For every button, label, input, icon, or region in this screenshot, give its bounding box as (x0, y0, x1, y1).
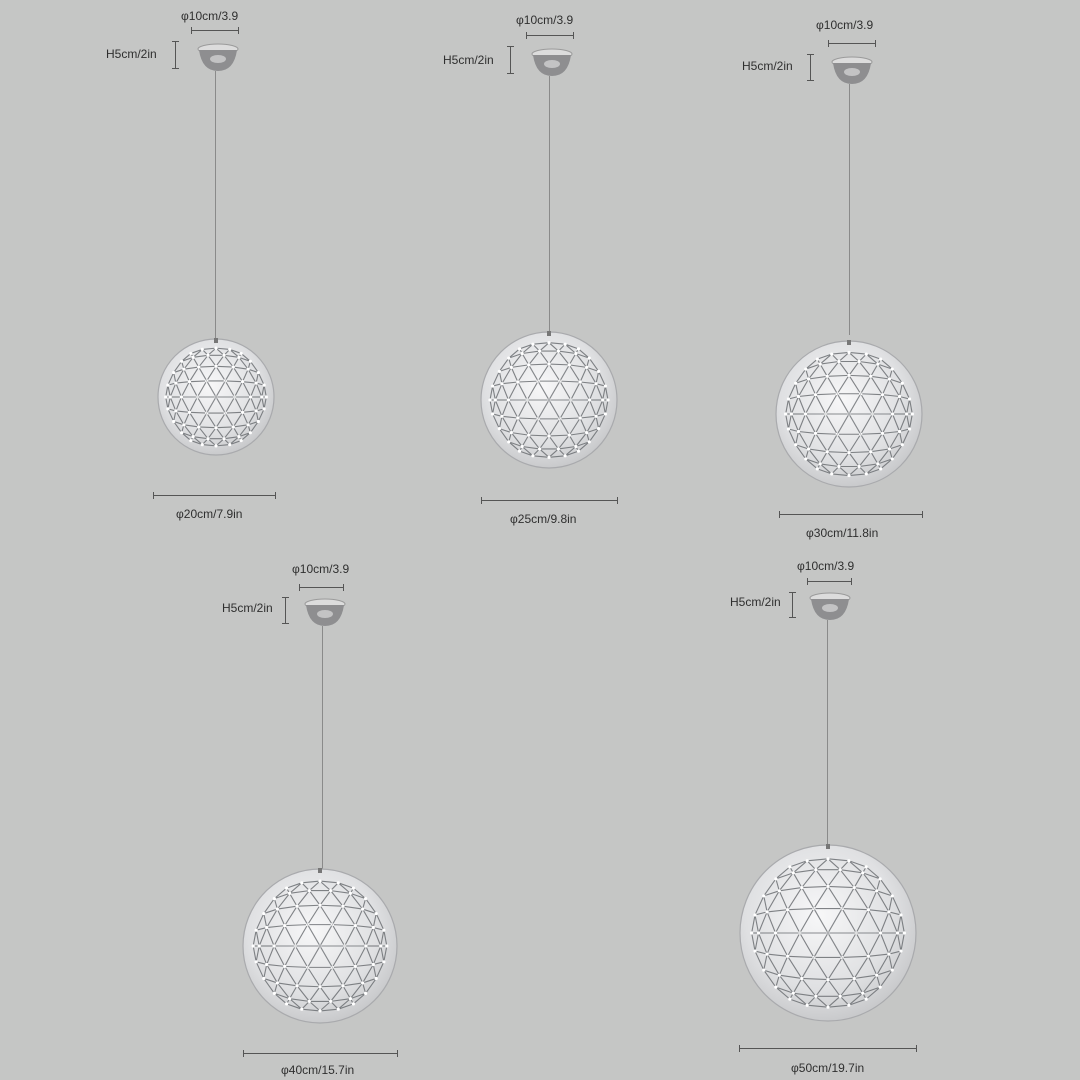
dimension-tick (779, 511, 780, 518)
globe-shade (775, 340, 923, 488)
globe-diameter-dimension-line (739, 1048, 917, 1049)
ceiling-canopy (830, 54, 874, 86)
canopy-height-label: H5cm/2in (443, 53, 494, 67)
canopy-height-label: H5cm/2in (730, 595, 781, 609)
suspension-cord (849, 84, 850, 335)
globe-diameter-dimension-line (243, 1053, 398, 1054)
dimension-tick (828, 40, 829, 47)
globe-size-label: φ25cm/9.8in (510, 512, 577, 526)
canopy-height-dimension-line (175, 41, 176, 69)
dimension-tick (789, 592, 796, 593)
suspension-cord (322, 626, 323, 870)
ceiling-canopy (196, 41, 240, 73)
dimension-tick (282, 623, 289, 624)
globe-size-label: φ30cm/11.8in (806, 526, 879, 540)
dimension-tick (807, 80, 814, 81)
globe-diameter-dimension-line (153, 495, 276, 496)
globe-size-label: φ50cm/19.7in (791, 1061, 865, 1075)
dimension-tick (916, 1045, 917, 1052)
dimension-tick (789, 617, 796, 618)
dimension-tick (172, 68, 179, 69)
dimension-tick (617, 497, 618, 504)
globe-size-label: φ20cm/7.9in (176, 507, 243, 521)
globe-size-label: φ40cm/15.7in (281, 1063, 355, 1077)
canopy-height-label: H5cm/2in (742, 59, 793, 73)
canopy-diameter-dimension-line (526, 35, 574, 36)
globe-shade (739, 844, 917, 1022)
dimension-tick (282, 597, 289, 598)
dimension-tick (507, 73, 514, 74)
dimension-tick (191, 27, 192, 34)
globe-shade (480, 331, 618, 469)
ceiling-canopy (808, 590, 852, 622)
canopy-diameter-label: φ10cm/3.9 (292, 562, 350, 576)
dimension-tick (172, 41, 179, 42)
suspension-cord (549, 76, 550, 332)
canopy-diameter-label: φ10cm/3.9 (516, 13, 574, 27)
dimension-tick (397, 1050, 398, 1057)
canopy-height-dimension-line (510, 46, 511, 74)
canopy-diameter-dimension-line (299, 587, 344, 588)
dimension-tick (238, 27, 239, 34)
ceiling-canopy (530, 46, 574, 78)
dimension-tick (275, 492, 276, 499)
globe-shade (157, 338, 275, 456)
globe-diameter-dimension-line (779, 514, 923, 515)
canopy-diameter-dimension-line (828, 43, 876, 44)
canopy-diameter-label: φ10cm/3.9 (797, 559, 855, 573)
canopy-diameter-label: φ10cm/3.9 (816, 18, 874, 32)
dimension-tick (526, 32, 527, 39)
canopy-height-label: H5cm/2in (222, 601, 273, 615)
globe-shade (242, 868, 398, 1024)
canopy-height-dimension-line (792, 592, 793, 618)
globe-diameter-dimension-line (481, 500, 618, 501)
dimension-tick (299, 584, 300, 591)
dimension-tick (481, 497, 482, 504)
dimension-tick (807, 54, 814, 55)
dimension-tick (243, 1050, 244, 1057)
dimension-tick (739, 1045, 740, 1052)
canopy-height-dimension-line (285, 597, 286, 624)
canopy-diameter-label: φ10cm/3.9 (181, 9, 239, 23)
dimension-tick (573, 32, 574, 39)
suspension-cord (827, 620, 828, 846)
canopy-height-dimension-line (810, 54, 811, 81)
dimension-tick (922, 511, 923, 518)
dimension-tick (851, 578, 852, 585)
suspension-cord (215, 71, 216, 338)
dimension-tick (807, 578, 808, 585)
ceiling-canopy (303, 596, 347, 628)
canopy-height-label: H5cm/2in (106, 47, 157, 61)
canopy-diameter-dimension-line (807, 581, 852, 582)
dimension-tick (153, 492, 154, 499)
dimension-tick (507, 46, 514, 47)
dimension-tick (875, 40, 876, 47)
canopy-diameter-dimension-line (191, 30, 239, 31)
dimension-tick (343, 584, 344, 591)
